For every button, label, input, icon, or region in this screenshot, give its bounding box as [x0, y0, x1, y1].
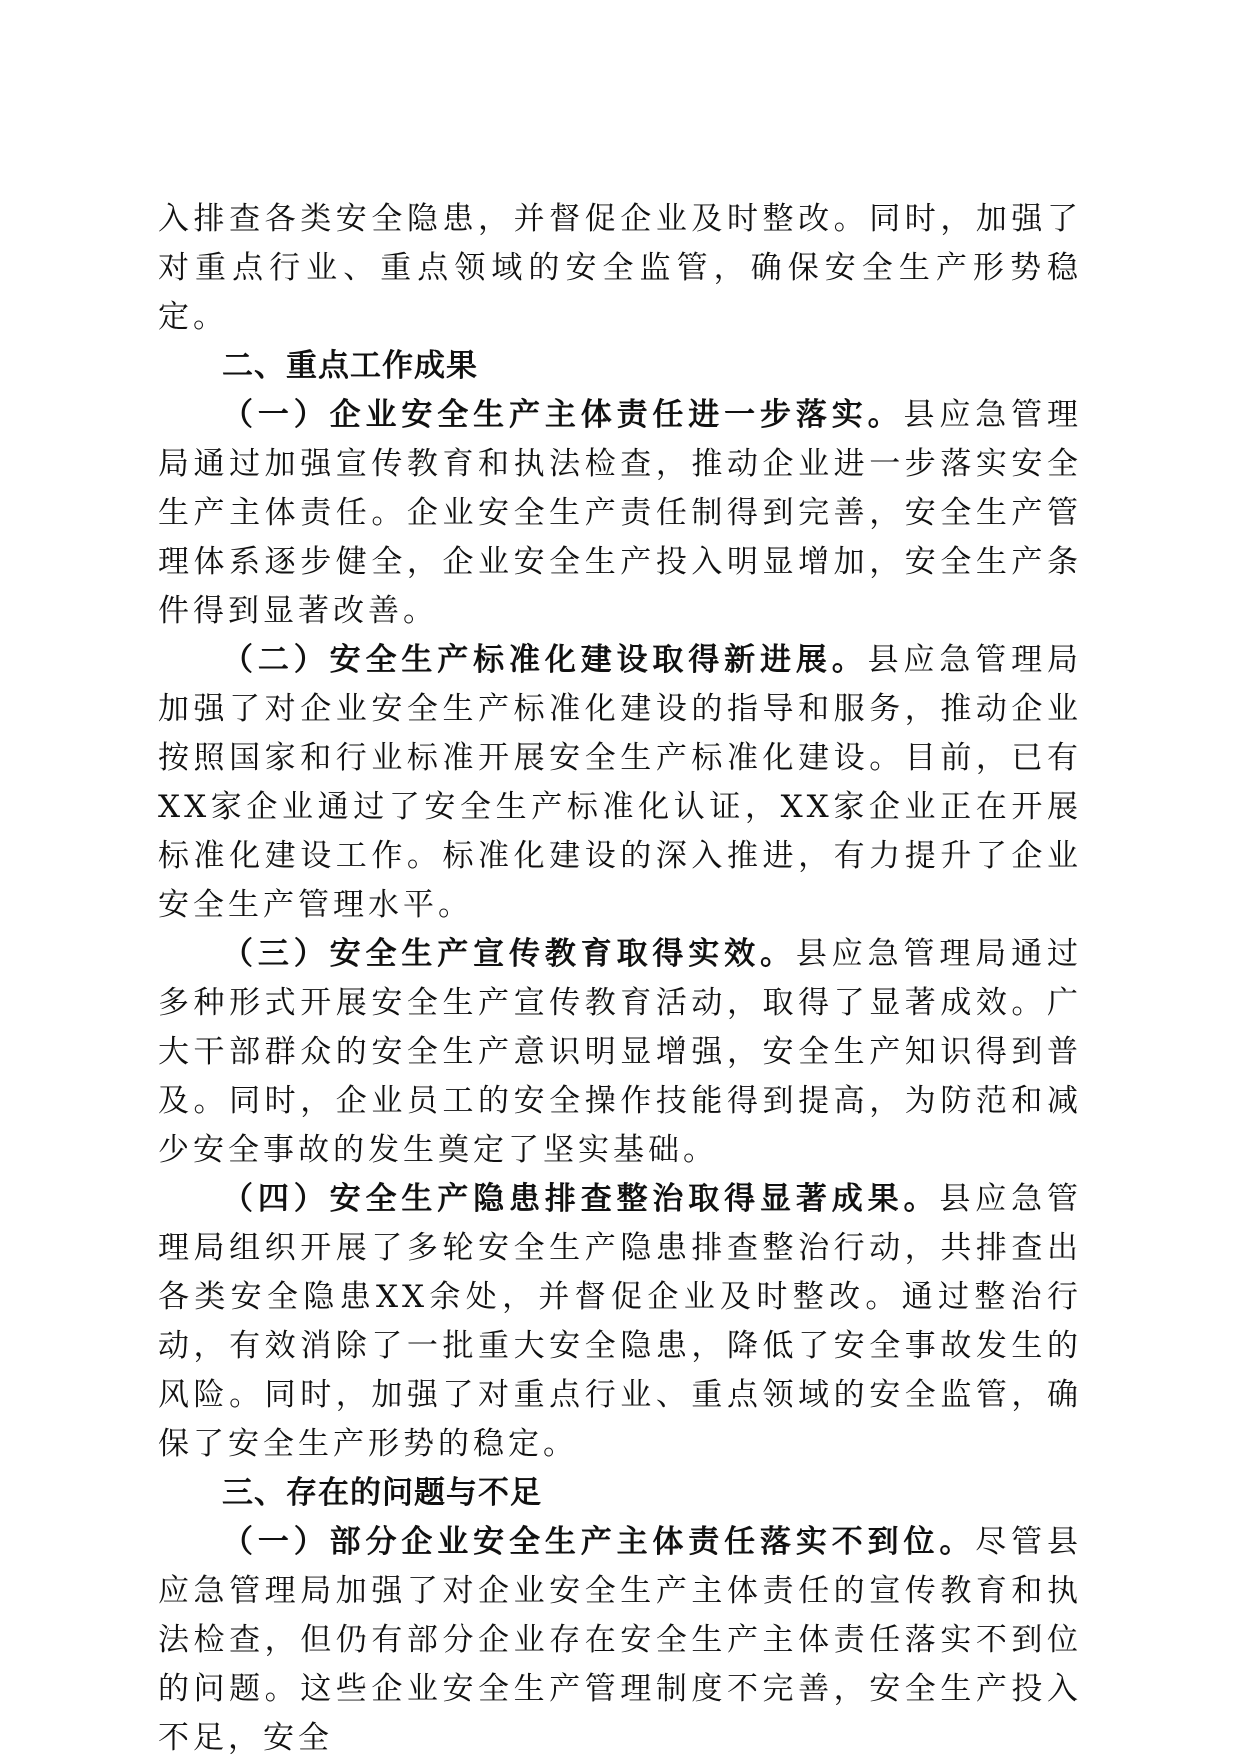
paragraph-problem-1	[158, 1518, 1082, 1763]
document-body	[158, 195, 1082, 1763]
paragraph-lead: （二）安全生产标准化建设取得新进展。	[222, 642, 868, 678]
paragraph-achievement-1	[158, 391, 1082, 636]
paragraph-body: 县应急管理局加强了对企业安全生产标准化建设的指导和服务，推动企业按照国家和行业标准开展安全生产标准化建设。目前，已有XX家企业通过了安全生产标准化认证，XX家企业正在开展标准化建设工作。标准化建设的深入推进，有力提升了企业安全生产管理水平。	[158, 642, 1083, 923]
paragraph-achievement-3	[158, 930, 1082, 1175]
paragraph-lead: （四）安全生产隐患排查整治取得显著成果。	[222, 1181, 940, 1217]
paragraph-body: 县应急管理局组织开展了多轮安全生产隐患排查整治行动，共排查出各类安全隐患XX余处，并督促企业及时整改。通过整治行动，有效消除了一批重大安全隐患，降低了安全事故发生的风险。同时，加强了对重点行业、重点领域的安全监管，确保了安全生产形势的稳定。	[158, 1181, 1082, 1462]
section-heading-achievements: 二、重点工作成果	[222, 348, 478, 384]
paragraph-achievement-4	[158, 1175, 1082, 1469]
paragraph-lead: （一）部分企业安全生产主体责任落实不到位。	[222, 1524, 976, 1560]
paragraph-body: 县应急管理局通过多种形式开展安全生产宣传教育活动，取得了显著成效。广大干部群众的安全生产意识明显增强，安全生产知识得到普及。同时，企业员工的安全操作技能得到提高，为防范和减少安全事故的发生奠定了坚实基础。	[158, 936, 1083, 1168]
paragraph-body: 县应急管理局通过加强宣传教育和执法检查，推动企业进一步落实安全生产主体责任。企业安全生产责任制得到完善，安全生产管理体系逐步健全，企业安全生产投入明显增加，安全生产条件得到显著改善。	[158, 397, 1083, 629]
section-heading-problems: 三、存在的问题与不足	[222, 1475, 542, 1511]
paragraph-body: 尽管县应急管理局加强了对企业安全生产主体责任的宣传教育和执法检查，但仍有部分企业存在安全生产主体责任落实不到位的问题。这些企业安全生产管理制度不完善，安全生产投入不足，安全	[158, 1524, 1083, 1756]
paragraph-achievement-2	[158, 636, 1082, 930]
paragraph-lead: （三）安全生产宣传教育取得实效。	[222, 936, 796, 972]
opening-paragraph: 入排查各类安全隐患，并督促企业及时整改。同时，加强了对重点行业、重点领域的安全监管，确保安全生产形势稳定。	[158, 201, 1082, 335]
paragraph-lead: （一）企业安全生产主体责任进一步落实。	[222, 397, 904, 433]
